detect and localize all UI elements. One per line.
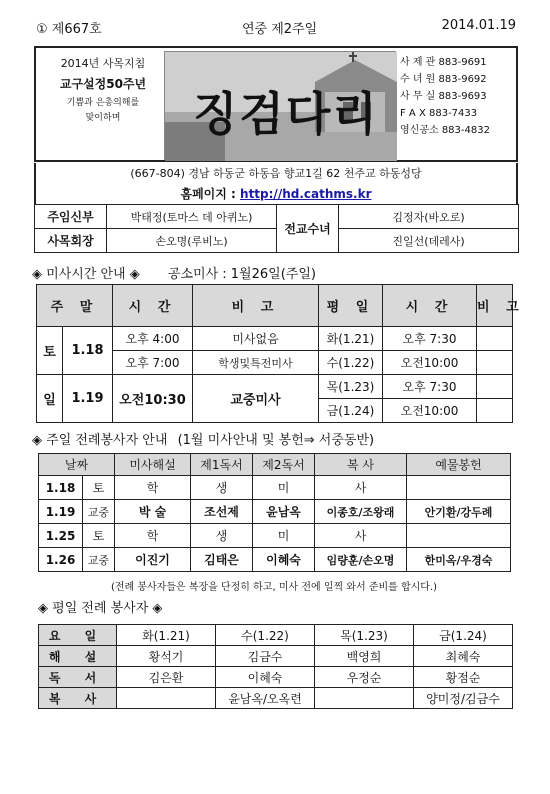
server-cell: 황점순: [414, 667, 513, 688]
pastor-label: 주임신부: [35, 205, 107, 229]
weekday-cell: 화(1.21): [319, 327, 383, 351]
server-cell: 백영희: [315, 646, 414, 667]
server-cell: 최혜숙: [414, 646, 513, 667]
server-cell: 조선제: [191, 500, 253, 524]
row-label: 독 서: [39, 667, 117, 688]
server-cell: [117, 688, 216, 709]
pastor-name: 박태정(토마스 데 아퀴노): [107, 205, 277, 229]
remark-cell: [477, 375, 513, 399]
server-cell: 양미정/김금수: [414, 688, 513, 709]
time-cell: 오후 7:30: [383, 375, 477, 399]
server-cell: 생: [191, 476, 253, 500]
server-cell: 우정순: [315, 667, 414, 688]
date-cell: 1.26: [39, 548, 83, 572]
column-header: 제2독서: [253, 454, 315, 476]
contact-item: F A X 883-7433: [400, 108, 478, 119]
contact-list: [400, 54, 518, 139]
server-cell: 미: [253, 524, 315, 548]
contact-item: 사 무 실 883-9693: [400, 91, 487, 102]
masthead: [34, 46, 518, 162]
weekday-cell: 목(1.23): [319, 375, 383, 399]
remark-cell: [477, 327, 513, 351]
day-label: 토: [37, 327, 63, 375]
server-cell: 사: [315, 524, 407, 548]
masthead-banner: [164, 51, 396, 160]
sunday-servers-title: ◈ 주일 전례봉사자 안내: [32, 433, 168, 448]
server-cell: 학: [115, 524, 191, 548]
homepage-line: [34, 184, 518, 204]
server-cell: 김은환: [117, 667, 216, 688]
server-cell: 임량훈/손오명: [315, 548, 407, 572]
sunday-servers-header: [32, 429, 520, 448]
bulletin-title: 징검다리: [193, 87, 379, 141]
date-cell: 1.25: [39, 524, 83, 548]
server-cell: 사: [315, 476, 407, 500]
time-cell: 오후 7:00: [113, 351, 193, 375]
remark-cell: 학생및특전미사: [193, 351, 319, 375]
homepage-label: 홈페이지 :: [180, 187, 236, 201]
column-header: 미사해설: [115, 454, 191, 476]
servers-note: (전례 봉사자들은 복장을 단정히 하고, 미사 전에 일찍 와서 준비를 합시다.): [110, 582, 438, 593]
liturgical-week: 연중 제2주일: [242, 22, 318, 37]
remark-cell: [477, 399, 513, 423]
contact-item: 사 제 관 883-9691: [400, 57, 487, 68]
motto-line: 맞이하며: [85, 113, 121, 123]
server-cell: 미: [253, 476, 315, 500]
server-cell: 김금수: [216, 646, 315, 667]
server-cell: 이혜숙: [253, 548, 315, 572]
time-cell: 오전10:30: [113, 375, 193, 423]
weekday-cell: 금(1.24): [319, 399, 383, 423]
row-label: 복 사: [39, 688, 117, 709]
server-cell: [315, 688, 414, 709]
mass-section-header: [32, 263, 520, 282]
row-label: 요 일: [39, 625, 117, 646]
column-header: 비 고: [477, 285, 513, 327]
column-header: 복 사: [315, 454, 407, 476]
time-cell: 오후 7:30: [383, 327, 477, 351]
column-header: 제1독서: [191, 454, 253, 476]
server-cell: 안기환/강두례: [407, 500, 511, 524]
contact-item: 수 녀 원 883-9692: [400, 74, 487, 85]
contact-item: 영신공소 883-4832: [400, 125, 490, 136]
column-header: 화(1.21): [117, 625, 216, 646]
day-label: 일: [37, 375, 63, 423]
date-cell: 1.19: [63, 375, 113, 423]
server-cell: [407, 476, 511, 500]
weekday-servers-table: [38, 624, 513, 709]
motto-line: 2014년 사목지침: [60, 57, 146, 70]
server-cell: 이혜숙: [216, 667, 315, 688]
bulletin-header: [32, 14, 520, 36]
weekday-servers-title: ◈ 평일 전례 봉사자 ◈: [38, 601, 163, 616]
server-cell: 한미옥/우경숙: [407, 548, 511, 572]
column-header: 목(1.23): [315, 625, 414, 646]
motto-line: 기쁨과 은총의해를: [66, 98, 140, 108]
mission-mass-note: 공소미사 : 1월26일(주일): [167, 267, 316, 282]
motto-line: 교구설정50주년: [59, 77, 147, 91]
mass-schedule-table: [36, 284, 525, 423]
server-cell: 이종호/조왕래: [315, 500, 407, 524]
nuns-label: 전교수녀: [277, 205, 339, 253]
pastoral-motto: [44, 56, 162, 126]
server-cell: 이진기: [115, 548, 191, 572]
column-header: 주 말: [37, 285, 113, 327]
server-cell: 윤남옥/오옥련: [216, 688, 315, 709]
nun-name: 김정자(바오로): [339, 205, 519, 229]
time-cell: 오후 4:00: [113, 327, 193, 351]
column-header: 날짜: [39, 454, 115, 476]
server-cell: 황석기: [117, 646, 216, 667]
server-cell: 김태은: [191, 548, 253, 572]
homepage-link[interactable]: http://hd.cathms.kr: [240, 187, 372, 201]
column-header: 금(1.24): [414, 625, 513, 646]
remark-cell: 교중미사: [193, 375, 319, 423]
column-header: 시 간: [113, 285, 193, 327]
server-cell: 학: [115, 476, 191, 500]
date-cell: 1.19: [39, 500, 83, 524]
day-cell: 토: [83, 524, 115, 548]
column-header: 비 고: [193, 285, 319, 327]
staff-table: [34, 204, 519, 253]
column-header: 시 간: [383, 285, 477, 327]
issue-number: ① 제667호: [36, 22, 102, 37]
server-cell: [407, 524, 511, 548]
row-label: 해 설: [39, 646, 117, 667]
day-cell: 교중: [83, 548, 115, 572]
column-header: 수(1.22): [216, 625, 315, 646]
server-cell: 박 술: [115, 500, 191, 524]
column-header: 예물봉헌: [407, 454, 511, 476]
date-cell: 1.18: [39, 476, 83, 500]
bulletin-date: 2014.01.19: [441, 18, 516, 33]
council-label: 사목회장: [35, 229, 107, 253]
remark-cell: 미사없음: [193, 327, 319, 351]
day-cell: 토: [83, 476, 115, 500]
church-address: (667-804) 경남 하동군 하동읍 향교1길 62 천주교 하동성당: [34, 163, 518, 184]
sunday-servers-subtitle: (1월 미사안내 및 봉헌⇒ 서중동반): [177, 433, 375, 448]
server-cell: 생: [191, 524, 253, 548]
time-cell: 오전10:00: [383, 399, 477, 423]
remark-cell: [477, 351, 513, 375]
mass-section-title: ◈ 미사시간 안내 ◈: [32, 267, 140, 282]
weekday-cell: 수(1.22): [319, 351, 383, 375]
sunday-servers-table: [38, 453, 511, 572]
column-header: 평 일: [319, 285, 383, 327]
time-cell: 오전10:00: [383, 351, 477, 375]
date-cell: 1.18: [63, 327, 113, 375]
server-cell: 윤남옥: [253, 500, 315, 524]
day-cell: 교중: [83, 500, 115, 524]
nun-name: 진일선(데레사): [339, 229, 519, 253]
council-name: 손오명(루비노): [107, 229, 277, 253]
